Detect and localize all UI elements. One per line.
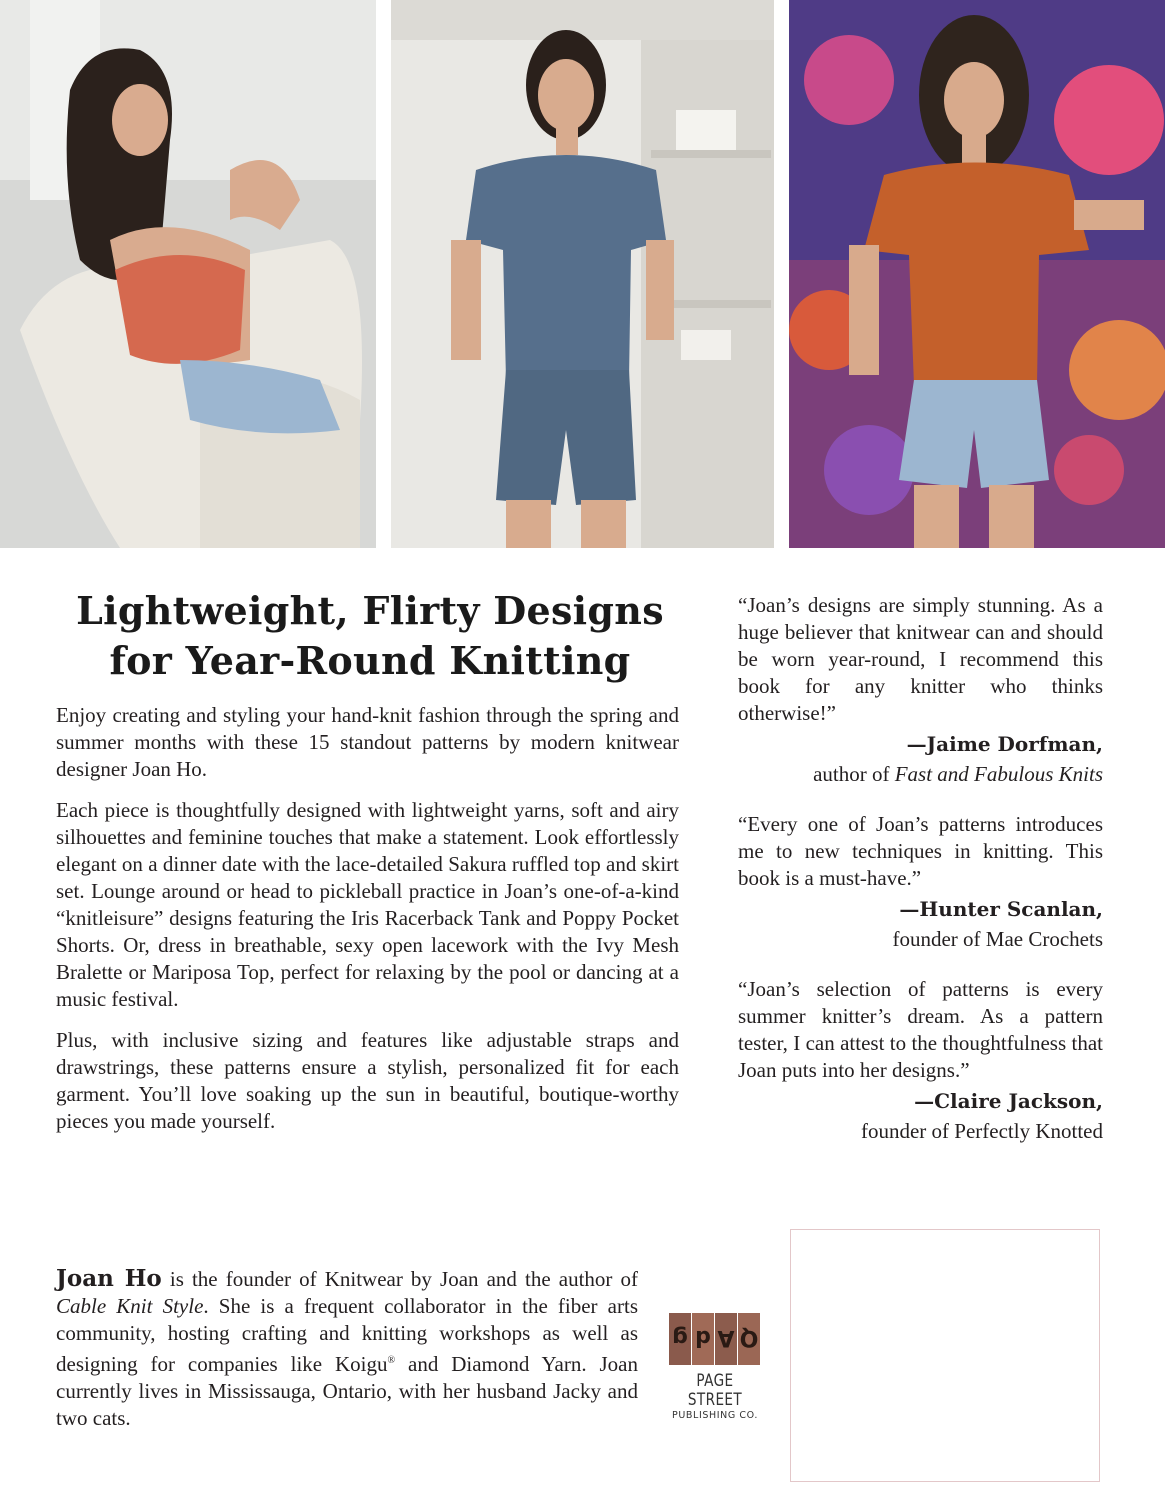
testimonial-role-title: Fast and Fabulous Knits [894, 762, 1103, 786]
author-name: Joan Ho [56, 1265, 162, 1292]
testimonial-quote: “Joan’s designs are simply stunning. As a huge believer that knitwear can and should be worn year-round, I recommend this book for any knitter who thinks otherwise!” [738, 593, 1103, 725]
description-paragraph-3: Plus, with inclusive sizing and features like adjustable straps and drawstrings, these patterns ensure a stylish, personalized fit for each garment. You’ll love soaking up the sun in beautiful, boutique-worthy pieces you made yourself. [56, 1028, 679, 1133]
testimonial [738, 811, 1103, 954]
svg-text:Q: Q [739, 1325, 759, 1350]
testimonial-quote: “Every one of Joan’s patterns introduces me to new techniques in knitting. This book is a must-have.” [738, 812, 1103, 890]
barcode-box [790, 1229, 1100, 1482]
testimonial-role-prefix: author of [813, 762, 895, 786]
description-paragraph-2: Each piece is thoughtfully designed with lightweight yarns, soft and airy silhouettes and feminine touches that make a statement. Look effortlessly elegant on a dinner date with the lace-detailed Sakura ruffled top and skirt set. Lounge around or head to pickleball practice in Joan’s one-of-a-kind “knitleisure” designs featuring the Iris Racerback Tank and Poppy Pocket Shorts. Or, dress in breathable, sexy open lacework with the Ivy Mesh Bralette or Mariposa Top, perfect for relaxing by the pool or dancing at a music festival. [56, 798, 679, 1011]
testimonials [738, 592, 1103, 1168]
author-bio [56, 1265, 638, 1432]
svg-text:A: A [717, 1325, 735, 1350]
description-paragraph-1: Enjoy creating and styling your hand-knit fashion through the spring and summer months with these 15 standout patterns by modern knitwear designer Joan Ho. [56, 703, 679, 781]
headline-line-2: for Year-Round Knitting [109, 638, 631, 683]
testimonial [738, 976, 1103, 1146]
author-bio-text-1: is the founder of Knitwear by Joan and the author of [161, 1267, 638, 1291]
testimonial [738, 592, 1103, 789]
testimonial-quote: “Joan’s selection of patterns is every summer knitter’s dream. As a pattern tester, I can attest to the thoughtfulness that Joan puts into her designs.” [738, 977, 1103, 1082]
publisher-name: PAGE STREET [687, 1371, 743, 1410]
svg-text:g: g [672, 1325, 688, 1350]
registered-mark: ® [387, 1355, 396, 1366]
author-bio-text-3: and Diamond Yarn. Joan currently lives in Mississauga, Ontario, with her husband Jacky and two cats. [56, 1352, 638, 1430]
publisher-logo [665, 1311, 765, 1421]
author-bio-text-2: . She is a frequent collaborator in the fiber arts community, hosting crafting and knitting workshops as well as designing for companies like Koigu [56, 1294, 638, 1376]
testimonial-name: —Claire Jackson, [914, 1089, 1103, 1113]
publisher-subtitle: PUBLISHING CO. [672, 1410, 758, 1421]
testimonial-name: —Hunter Scanlan, [899, 897, 1103, 921]
photo-blue-knit-set [391, 0, 774, 548]
author-book-title: Cable Knit Style [56, 1294, 204, 1318]
testimonial-name: —Jaime Dorfman, [906, 732, 1103, 756]
type-block-icon [665, 1311, 765, 1367]
photo-coral-knit-top [0, 0, 376, 548]
description [56, 702, 679, 1149]
testimonial-role: founder of Perfectly Knotted [860, 1119, 1103, 1143]
headline [40, 586, 700, 686]
svg-text:d: d [695, 1325, 711, 1350]
photo-orange-mesh-top [789, 0, 1165, 548]
headline-line-1: Lightweight, Flirty Designs [76, 588, 664, 633]
testimonial-role: founder of Mae Crochets [892, 927, 1103, 951]
testimonial-role [738, 759, 1103, 789]
